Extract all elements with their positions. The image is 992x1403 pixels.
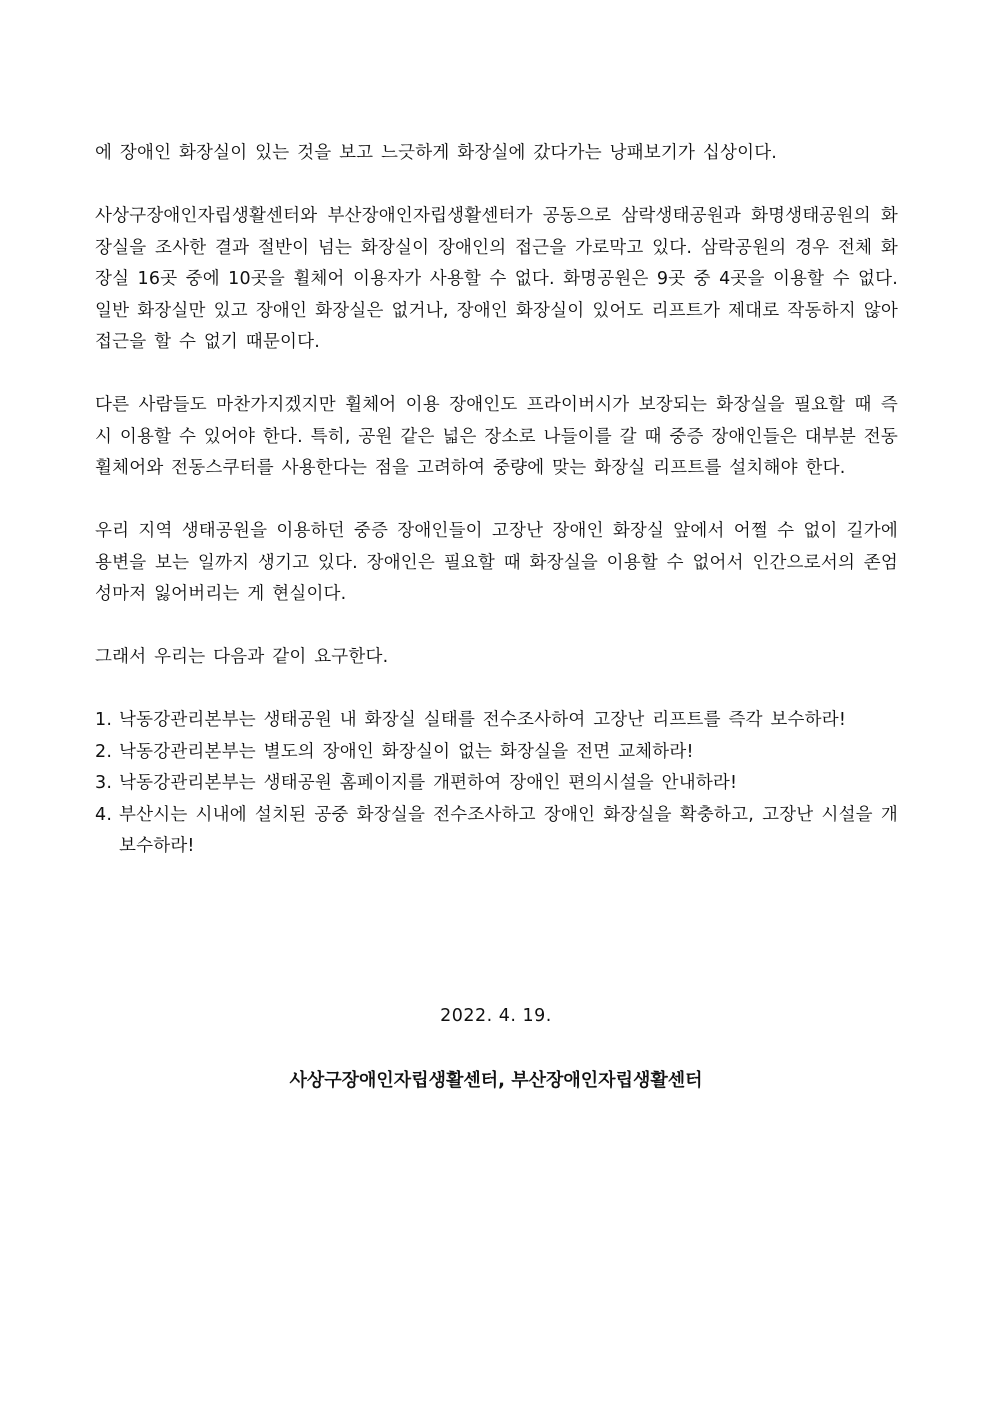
demand-number: 3.: [95, 773, 113, 793]
demand-item: [95, 705, 898, 737]
paragraph-dignity: 우리 지역 생태공원을 이용하던 중증 장애인들이 고장난 장애인 화장실 앞에서 어쩔 수 없이 길가에 용변을 보는 일까지 생기고 있다. 장애인은 필요할 때 화장실을 이용할 수 없어서 인간으로서의 존엄성마저 잃어버리는 게 현실이다.: [95, 521, 898, 604]
demand-text: 낙동강관리본부는 생태공원 홈페이지를 개편하여 장애인 편의시설을 안내하라!: [119, 773, 738, 793]
demand-number: 1.: [95, 710, 113, 730]
demand-item: [95, 768, 898, 800]
document-signature: 사상구장애인자립생활센터, 부산장애인자립생활센터: [289, 1070, 703, 1091]
document-date: 2022. 4. 19.: [440, 1006, 552, 1026]
paragraph-demand-intro: 그래서 우리는 다음과 같이 요구한다.: [95, 647, 389, 667]
demand-item: [95, 737, 898, 769]
demand-item: [95, 800, 898, 863]
paragraph-privacy-need: 다른 사람들도 마찬가지겠지만 휠체어 이용 장애인도 프라이버시가 보장되는 화장실을 필요할 때 즉시 이용할 수 있어야 한다. 특히, 공원 같은 넓은 장소로 나들이를 갈 때 중증 장애인들은 대부분 전동휠체어와 전동스쿠터를 사용한다는 점을 고려하여 중량에 맞는 화장실 리프트를 설치해야 한다.: [95, 395, 898, 478]
demand-text: 낙동강관리본부는 생태공원 내 화장실 실태를 전수조사하여 고장난 리프트를 즉각 보수하라!: [119, 710, 847, 730]
demand-text: 부산시는 시내에 설치된 공중 화장실을 전수조사하고 장애인 화장실을 확충하고, 고장난 시설을 개보수하라!: [119, 804, 898, 856]
document-body: [95, 138, 898, 863]
demand-text: 낙동강관리본부는 별도의 장애인 화장실이 없는 화장실을 전면 교체하라!: [119, 741, 694, 762]
demand-number: 4.: [95, 804, 113, 825]
demand-list: [95, 705, 898, 863]
paragraph-survey-results: 사상구장애인자립생활센터와 부산장애인자립생활센터가 공동으로 삼락생태공원과 화명생태공원의 화장실을 조사한 결과 절반이 넘는 화장실이 장애인의 접근을 가로막고 있다. 삼락공원의 경우 전체 화장실 16곳 중에 10곳을 휠체어 이용자가 사용할 수 없다. 화명공원은 9곳 중 4곳을 이용할 수 없다. 일반 화장실만 있고 장애인 화장실은 없거나, 장애인 화장실이 있어도 리프트가 제대로 작동하지 않아 접근을 할 수 없기 때문이다.: [95, 206, 898, 352]
paragraph-intro: 에 장애인 화장실이 있는 것을 보고 느긋하게 화장실에 갔다가는 낭패보기가 십상이다.: [95, 143, 778, 163]
demand-number: 2.: [95, 741, 113, 762]
